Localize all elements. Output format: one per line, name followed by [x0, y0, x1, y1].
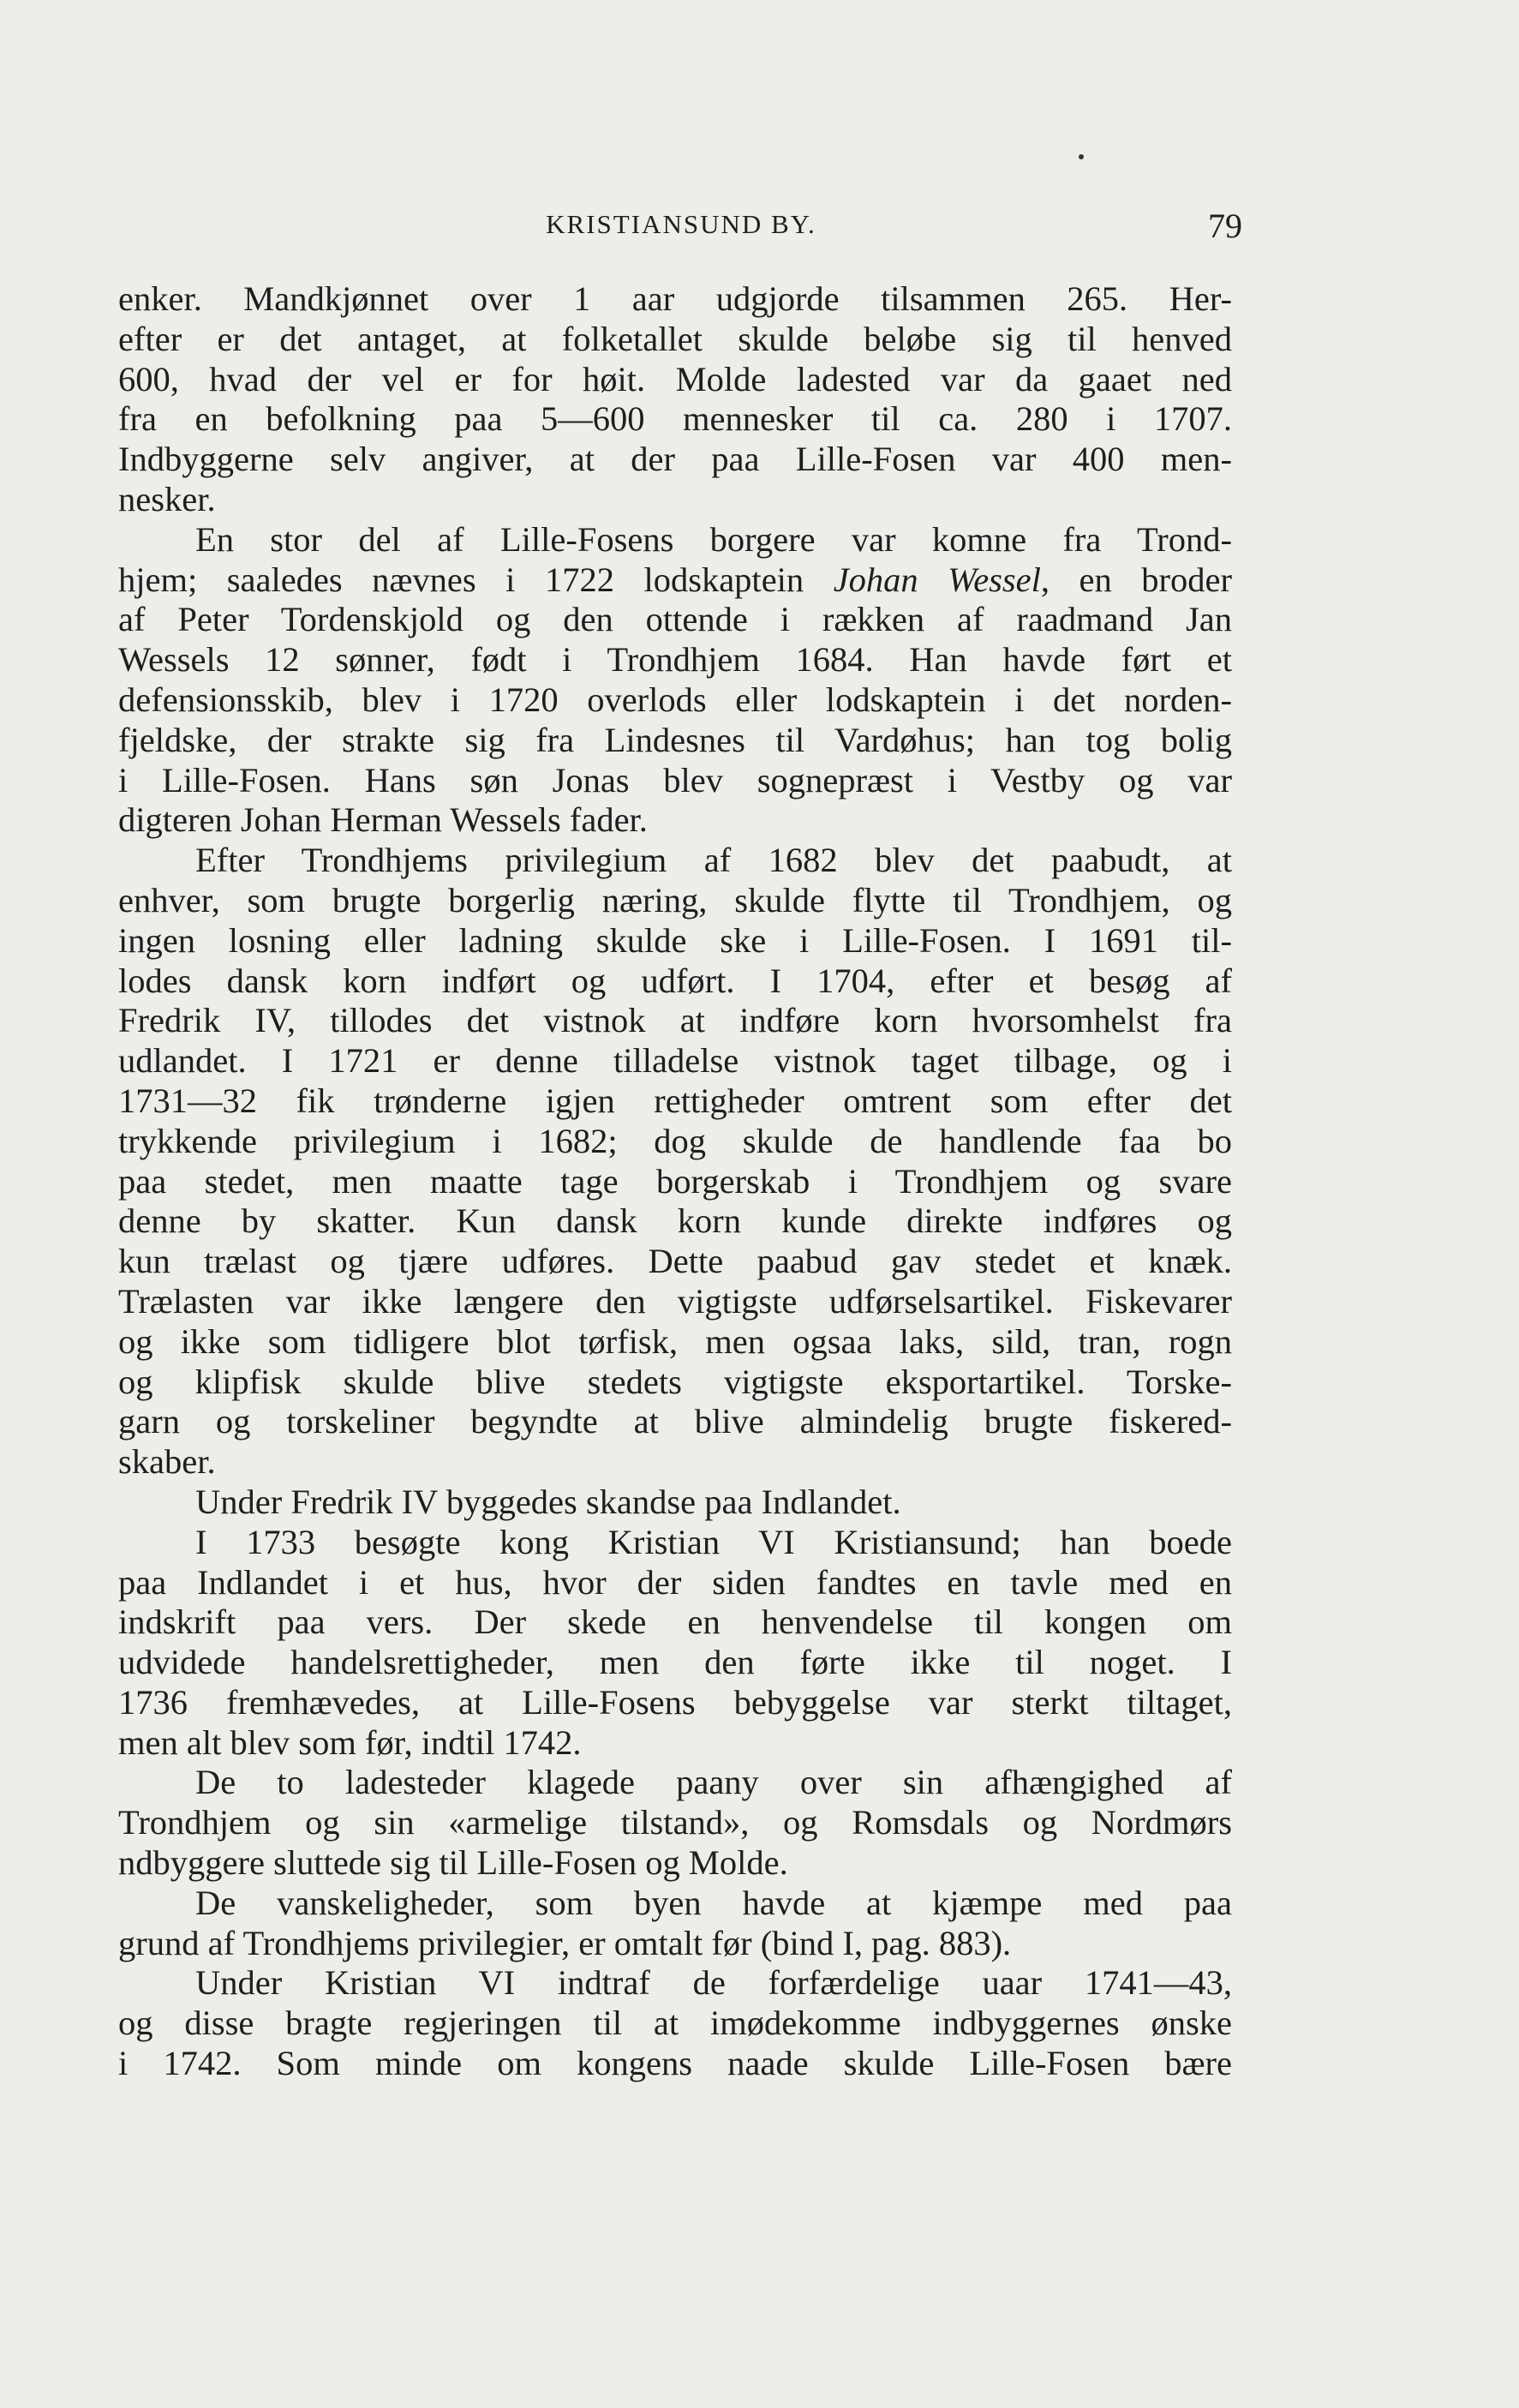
text-line: og disse bragte regjeringen til at imødekomme indbyggernes ønske: [118, 2004, 1232, 2043]
text-line: I 1733 besøgte kong Kristian VI Kristiansund; han boede: [195, 1522, 1232, 1561]
body-text: [118, 279, 1232, 2084]
print-speck: [1079, 154, 1084, 159]
text-line: Indbyggerne selv angiver, at der paa Lille-Fosen var 400 men-: [118, 440, 1232, 479]
text-line: ingen losning eller ladning skulde ske i Lille-Fosen. I 1691 til-: [118, 920, 1232, 960]
text-line: De vanskeligheder, som byen havde at kjæmpe med paa: [195, 1883, 1232, 1922]
text-line: lodes dansk korn indført og udført. I 1704, efter et besøg af: [118, 961, 1232, 1000]
text-line: nesker.: [118, 479, 216, 518]
text-line: 600, hvad der vel er for høit. Molde ladested var da gaaet ned: [118, 359, 1232, 398]
text-line: Under Fredrik IV byggedes skandse paa Indlandet.: [195, 1482, 901, 1521]
text-line: De to ladesteder klagede paany over sin afhængighed af: [195, 1763, 1232, 1802]
text-line: 1731—32 fik trønderne igjen rettigheder omtrent som efter det: [118, 1081, 1232, 1120]
text-line: trykkende privilegium i 1682; dog skulde de handlende faa bo: [118, 1121, 1232, 1160]
text-line: og ikke som tidligere blot tørfisk, men ogsaa laks, sild, tran, rogn: [118, 1321, 1232, 1361]
text-line: Fredrik IV, tillodes det vistnok at indføre korn hvorsomhelst fra: [118, 1001, 1232, 1040]
text-line: i Lille-Fosen. Hans søn Jonas blev sognepræst i Vestby og var: [118, 760, 1232, 800]
text-line: Trondhjem og sin «armelige tilstand», og Romsdals og Nordmørs: [118, 1803, 1232, 1842]
text-line: Trælasten var ikke længere den vigtigste udførselsartikel. Fiskevarer: [118, 1281, 1232, 1321]
text-line: grund af Trondhjems privilegier, er omtalt før (bind I, pag. 883).: [118, 1923, 1012, 1962]
text-line: enhver, som brugte borgerlig næring, skulde flytte til Trondhjem, og: [118, 880, 1232, 919]
page-header: [120, 202, 1242, 254]
text-line: paa stedet, men maatte tage borgerskab i Trondhjem og svare: [118, 1161, 1232, 1201]
text-fragment: , en broder: [1040, 560, 1232, 599]
text-line: ndbyggere sluttede sig til Lille-Fosen og Molde.: [118, 1843, 788, 1883]
text-line: efter er det antaget, at folketallet skulde beløbe sig til henved: [118, 319, 1232, 358]
text-line: skaber.: [118, 1442, 216, 1482]
text-line: paa Indlandet i et hus, hvor der siden fandtes en tavle med en: [118, 1562, 1232, 1602]
italic-name: Johan Wessel: [833, 560, 1041, 599]
running-head: KRISTIANSUND BY.: [546, 209, 816, 239]
page-number: 79: [1208, 207, 1242, 245]
text-line: enker. Mandkjønnet over 1 aar udgjorde tilsammen 265. Her-: [118, 279, 1232, 318]
text-line: digteren Johan Herman Wessels fader.: [118, 800, 648, 840]
text-line: i 1742. Som minde om kongens naade skulde Lille-Fosen bære: [118, 2044, 1232, 2083]
text-line: Wessels 12 sønner, født i Trondhjem 1684. Han havde ført et: [118, 640, 1232, 680]
text-line: 1736 fremhævedes, at Lille-Fosens bebyggelse var sterkt tiltaget,: [118, 1682, 1232, 1722]
text-line: defensionsskib, blev i 1720 overlods eller lodskaptein i det norden-: [118, 680, 1232, 719]
text-fragment: hjem; saaledes nævnes i 1722 lodskaptein: [118, 560, 804, 599]
text-line: En stor del af Lille-Fosens borgere var komne fra Trond-: [195, 519, 1232, 559]
text-line: fjeldske, der strakte sig fra Lindesnes til Vardøhus; han tog bolig: [118, 720, 1232, 759]
text-line: og klipfisk skulde blive stedets vigtigste eksportartikel. Torske-: [118, 1362, 1232, 1401]
text-line: garn og torskeliner begyndte at blive almindelig brugte fiskered-: [118, 1402, 1232, 1441]
text-line: fra en befolkning paa 5—600 mennesker til ca. 280 i 1707.: [118, 399, 1232, 439]
text-line: men alt blev som før, indtil 1742.: [118, 1722, 582, 1762]
text-line: af Peter Tordenskjold og den ottende i rækken af raadmand Jan: [118, 600, 1232, 639]
text-line: denne by skatter. Kun dansk korn kunde direkte indføres og: [118, 1201, 1232, 1241]
text-line: udlandet. I 1721 er denne tilladelse vistnok taget tilbage, og i: [118, 1041, 1232, 1081]
text-line: udvidede handelsrettigheder, men den førte ikke til noget. I: [118, 1643, 1232, 1682]
text-line: Under Kristian VI indtraf de forfærdelige uaar 1741—43,: [195, 1963, 1232, 2003]
text-line: kun trælast og tjære udføres. Dette paabud gav stedet et knæk.: [118, 1242, 1232, 1281]
text-line: Efter Trondhjems privilegium af 1682 blev det paabudt, at: [195, 841, 1232, 880]
text-line: [118, 560, 1232, 601]
text-line: indskrift paa vers. Der skede en henvendelse til kongen om: [118, 1602, 1232, 1642]
